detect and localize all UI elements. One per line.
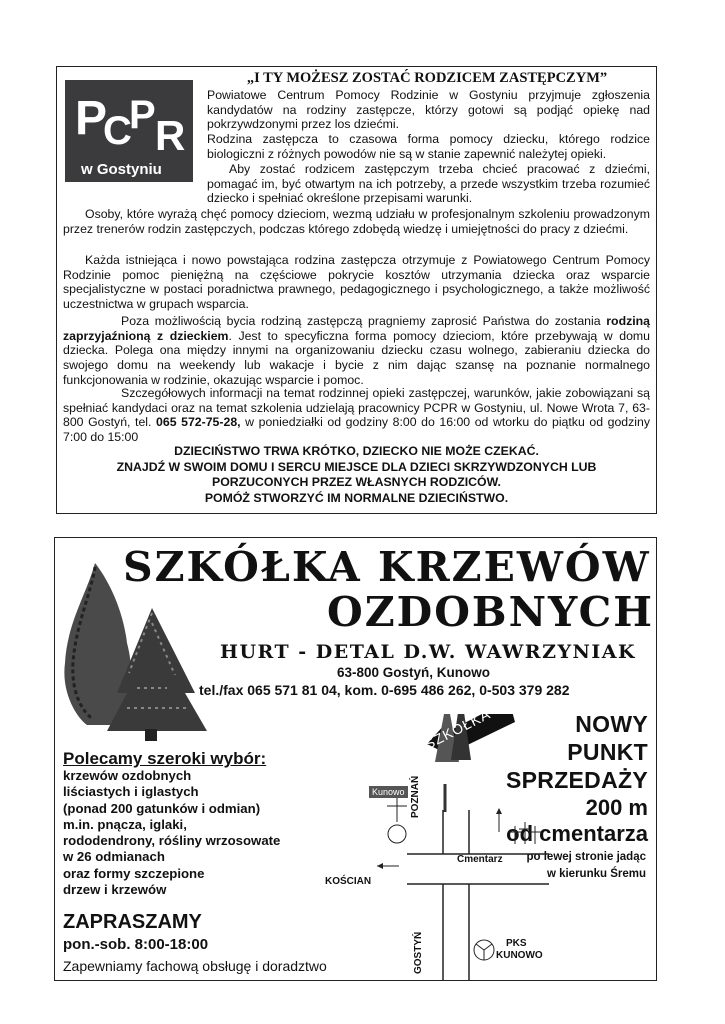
- chapel-circle-icon: [388, 825, 406, 843]
- pcpr-logo-place: w Gostyniu: [81, 161, 162, 178]
- slogan-line: DZIECIŃSTWO TRWA KRÓTKO, DZIECKO NIE MOŻE CZEKAĆ.: [174, 444, 539, 458]
- direction-line: po lewej stronie jadąc: [526, 851, 646, 863]
- list-item: w 26 odmianach: [63, 849, 165, 865]
- map-label-szkolka: SZKÓŁKA: [422, 705, 494, 753]
- pcpr-logo-graphic: [65, 80, 193, 182]
- direction-line: w kierunku Śremu: [546, 868, 646, 880]
- paragraph-1: Powiatowe Centrum Pomocy Rodzinie w Gostyniu przyjmuje zgłoszenia kandydatów na rodziny zastępcze, którzy gotowi są podjąć opiekę nad pokrzywdzonymi przez los dziećmi.: [207, 88, 650, 132]
- pcpr-logo-c: C: [103, 109, 132, 153]
- nursery-address: 63-800 Gostyń, Kunowo: [337, 665, 491, 680]
- slogan-line: ZNAJDŹ W SWOIM DOMU I SERCU MIEJSCE DLA DZIECI SKRZYWDZONYCH LUB: [116, 459, 597, 474]
- paragraph-2: Rodzina zastępcza to czasowa forma pomocy dziecku, którego rodzice biologiczni z różnych powodów nie są w stanie zapewnić należytej opieki.: [207, 132, 650, 161]
- nursery-title-line-2: OZDOBNYCH: [327, 588, 654, 636]
- map-label-pks: [496, 938, 543, 962]
- map-label-gostyn: GOSTYŃ: [413, 931, 424, 974]
- paragraph-6: [63, 314, 650, 388]
- nursery-phone: tel./fax 065 571 81 04, kom. 0-695 486 262, 0-503 379 282: [199, 682, 570, 698]
- paragraph-6-a: Poza możliwością bycia rodziną zastępczą pragniemy zaprosić Państwa do zostania: [121, 314, 601, 328]
- new-point-line: NOWY: [575, 711, 648, 737]
- list-item: (ponad 200 gatunków i odmian): [63, 800, 261, 816]
- slogan-line: POMÓŻ STWORZYĆ IM NORMALNE DZIECIŃSTWO.: [204, 490, 509, 505]
- paragraph-4: Osoby, które wyrażą chęć pomocy dzieciom, wezmą udziału w profesjonalnym szkoleniu prowadzonym przez trenerów rodzin zastępczych, podczas którego zdobędą wiedzę i umiejętności do pracy z dziećmi.: [63, 207, 650, 236]
- nursery-ad: [54, 537, 657, 981]
- recommend-heading: Polecamy szeroki wybór:: [63, 749, 267, 768]
- slogan-line: PORZUCONYCH PRZEZ WŁASNYCH RODZICÓW.: [212, 475, 501, 489]
- slogan: [61, 444, 652, 506]
- list-item: m.in. pnącza, iglaki,: [63, 816, 187, 832]
- nursery-subtitle: HURT - DETAL D.W. WAWRZYNIAK: [220, 641, 637, 663]
- invite-heading: ZAPRASZAMY: [63, 911, 202, 933]
- paragraph-3-text: Aby zostać rodzicem zastępczym trzeba chcieć pracować z dziećmi, pomagać im, być otwartym na ich potrzeby, a przede wszystkim trzeba rozumieć dziecko i spełniać określone przepisami warunki.: [207, 162, 650, 206]
- pcpr-foster-ad: [56, 66, 657, 514]
- paragraph-6-bold: rodziną zaprzyjaźnioną z dzieckiem: [63, 314, 650, 343]
- new-point-line: PUNKT: [567, 739, 648, 765]
- cemetery-icon: [509, 822, 541, 844]
- map-label-koscian: KOŚCIAN: [325, 876, 372, 887]
- paragraph-5: Każda istniejąca i nowo powstająca rodzina zastępcza otrzymuje z Powiatowego Centrum Pomocy Rodzinie pomoc pieniężną na częściowe pokrycie kosztów utrzymania dziecka oraz wsparcie specjalistyczne w postaci poradnictwa prawnego, pedagogicznego i psychologicznego, a także możliwość uczestnictwa w grupach wsparcia.: [63, 253, 650, 312]
- map-label-pks-name: PKS: [506, 938, 527, 949]
- recommend-list: [63, 768, 280, 898]
- pcpr-logo: [65, 80, 193, 182]
- pcpr-logo-r: R: [155, 112, 186, 159]
- bus-stop-icon: [474, 940, 494, 960]
- opening-hours: pon.-sob. 8:00-18:00: [63, 936, 209, 953]
- map-label-cmentarz: Cmentarz: [457, 854, 503, 865]
- paragraph-3-top: [207, 162, 650, 206]
- list-item: drzew i krzewów: [63, 882, 167, 898]
- new-point-line: SPRZEDAŻY: [506, 767, 648, 793]
- paragraph-7-b: w poniedziałki od godziny 8:00 do 16:00 od wtorku do piątku od godziny 7:00 do 15:00: [63, 415, 650, 445]
- nursery-title-line-1: SZKÓŁKA KRZEWÓW: [123, 543, 651, 591]
- map-label-pks-place: KUNOWO: [496, 950, 543, 961]
- pcpr-logo-p2: P: [129, 93, 156, 137]
- paragraph-7-phone: 065 572-75-28,: [156, 415, 241, 430]
- service-note: Zapewniamy fachową obsługę i doradztwo: [63, 958, 327, 974]
- map-label-poznan: POZNAŃ: [410, 775, 421, 818]
- list-item: liściastych i iglastych: [63, 784, 199, 800]
- paragraph-7-a: Szczegółowych informacji na temat rodzinnej opieki zastępczej, warunków, jakie zobowiązani są spełniać kandydaci oraz na temat szkolenia udzielają pracownicy PCPR w Gostyniu, ul. Nowe Wrota 7, 63-800 Gostyń, tel.: [63, 386, 650, 430]
- list-item: oraz formy szczepione: [63, 865, 205, 881]
- distance-reference: od cmentarza: [506, 821, 648, 846]
- map-label-kunowo: Kunowo: [369, 786, 408, 798]
- paragraph-7: [63, 386, 650, 445]
- ad-title: „I TY MOŻESZ ZOSTAĆ RODZICEM ZASTĘPCZYM”: [246, 70, 608, 86]
- distance-value: 200 m: [585, 795, 648, 820]
- paragraph-6-b: . Jest to specyficzna forma pomocy dzieciom, które przebywają w domu dziecka. Polega ona między innymi na organizowaniu dziecku czasu wolnego, zabieraniu dziecka do swojego domu na weekendy lub wakacje i bycie z nim dając szansę na poznanie normalnego funkcjonowania w rodzinie, okazując wsparcie i pomoc.: [63, 328, 650, 387]
- list-item: krzewów ozdobnych: [63, 768, 192, 783]
- pcpr-logo-p1: P: [75, 92, 108, 145]
- list-item: rododendrony, róśliny wrzosowate: [63, 833, 281, 849]
